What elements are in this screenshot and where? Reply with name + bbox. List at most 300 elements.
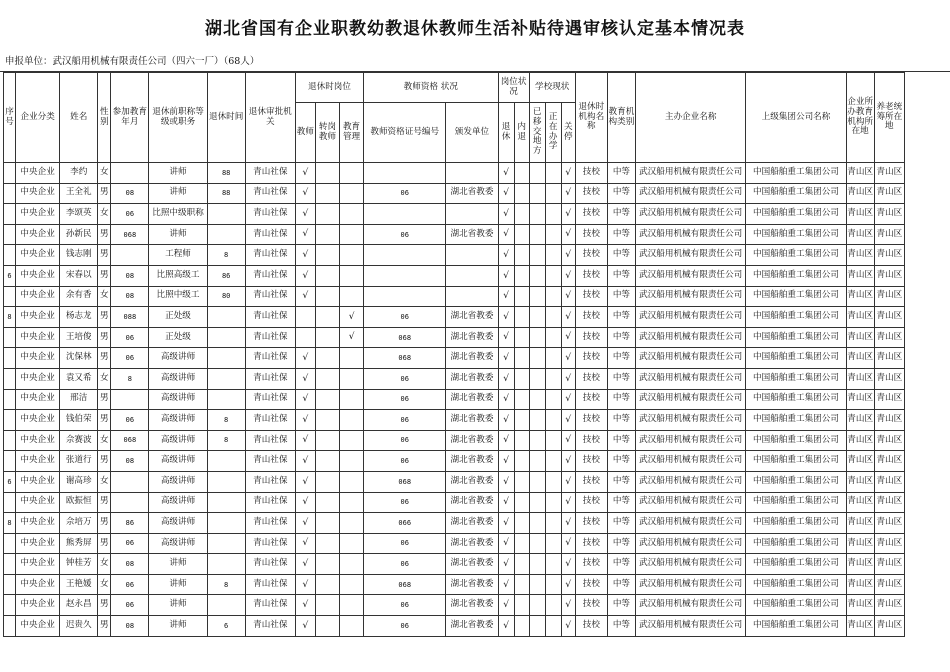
cell-enterprise-type: 中央企业 [16, 471, 60, 492]
col-group-qualification: 教师资格 状况 [364, 73, 498, 103]
cell-school-closed: √ [561, 389, 575, 410]
cell-post-mgmt [340, 163, 364, 184]
table-row [4, 327, 905, 348]
cell-inst-location: 青山区 [846, 224, 874, 245]
cell-join-date: 08 [111, 265, 149, 286]
cell-join-date [111, 492, 149, 513]
cell-post-mgmt: √ [340, 307, 364, 328]
cell-inst-type: 中等 [607, 265, 635, 286]
cell-host-company: 武汉船用机械有限责任公司 [635, 533, 745, 554]
cell-issuer [446, 286, 498, 307]
cell-post-transfer [315, 163, 339, 184]
cell-cert-number: 06 [364, 554, 446, 575]
cell-title-before: 比照中级工 [149, 286, 207, 307]
cell-inst-location: 青山区 [846, 327, 874, 348]
cell-host-company: 武汉船用机械有限责任公司 [635, 451, 745, 472]
cell-post-teacher [295, 327, 315, 348]
col-care-location: 养老统筹所在地 [874, 73, 904, 163]
cell-post-mgmt [340, 533, 364, 554]
col-status-internal: 内退 [514, 103, 529, 163]
cell-post-mgmt [340, 430, 364, 451]
cell-retire-time [207, 595, 245, 616]
cell-name: 王艳媛 [60, 574, 98, 595]
cell-status-internal [514, 348, 529, 369]
cell-retire-time: 8 [207, 410, 245, 431]
cell-enterprise-type: 中央企业 [16, 430, 60, 451]
cell-enterprise-type: 中央企业 [16, 533, 60, 554]
cell-issuer: 湖北省教委 [446, 183, 498, 204]
cell-seq [4, 224, 16, 245]
cell-name: 宋春以 [60, 265, 98, 286]
cell-title-before: 高级讲师 [149, 368, 207, 389]
cell-status-internal [514, 492, 529, 513]
cell-parent-group: 中国船舶重工集团公司 [746, 286, 846, 307]
cell-approve-org: 青山社保 [245, 451, 295, 472]
cell-inst-location: 青山区 [846, 368, 874, 389]
cell-school-closed: √ [561, 327, 575, 348]
cell-inst-location: 青山区 [846, 410, 874, 431]
cell-school-transferred [529, 410, 545, 431]
cell-care-location: 青山区 [874, 616, 904, 637]
cell-join-date: 068 [111, 224, 149, 245]
cell-care-location: 青山区 [874, 410, 904, 431]
cell-name: 赵永昌 [60, 595, 98, 616]
cell-join-date: 06 [111, 574, 149, 595]
cell-inst-type: 中等 [607, 554, 635, 575]
cell-join-date: 86 [111, 513, 149, 534]
cell-school-closed: √ [561, 492, 575, 513]
cell-post-teacher: √ [295, 348, 315, 369]
cell-join-date: 06 [111, 204, 149, 225]
cell-inst-type: 中等 [607, 471, 635, 492]
cell-name: 欧振恒 [60, 492, 98, 513]
cell-inst-name: 技校 [575, 513, 607, 534]
col-school-running: 正在办学 [545, 103, 561, 163]
cell-parent-group: 中国船舶重工集团公司 [746, 430, 846, 451]
cell-inst-name: 技校 [575, 595, 607, 616]
cell-retire-time: 8 [207, 430, 245, 451]
cell-name: 杨志龙 [60, 307, 98, 328]
cell-care-location: 青山区 [874, 368, 904, 389]
cell-retire-time [207, 513, 245, 534]
cell-name: 熊秀屏 [60, 533, 98, 554]
cell-title-before: 高级讲师 [149, 430, 207, 451]
cell-host-company: 武汉船用机械有限责任公司 [635, 163, 745, 184]
cell-school-transferred [529, 430, 545, 451]
cell-retire-time: 8 [207, 574, 245, 595]
cell-school-transferred [529, 348, 545, 369]
cell-care-location: 青山区 [874, 595, 904, 616]
cell-gender: 男 [98, 245, 111, 266]
cell-school-closed: √ [561, 286, 575, 307]
cell-name: 李约 [60, 163, 98, 184]
cell-seq [4, 410, 16, 431]
table-row [4, 348, 905, 369]
cell-post-teacher: √ [295, 451, 315, 472]
cell-school-running [545, 307, 561, 328]
cell-inst-type: 中等 [607, 163, 635, 184]
cell-cert-number: 06 [364, 595, 446, 616]
cell-post-teacher: √ [295, 245, 315, 266]
cell-join-date: 06 [111, 595, 149, 616]
cell-status-internal [514, 451, 529, 472]
cell-name: 佘赛波 [60, 430, 98, 451]
col-inst-type: 教育机构类别 [607, 73, 635, 163]
cell-inst-name: 技校 [575, 554, 607, 575]
cell-retire-time [207, 204, 245, 225]
cell-host-company: 武汉船用机械有限责任公司 [635, 513, 745, 534]
cell-school-closed: √ [561, 595, 575, 616]
cell-inst-name: 技校 [575, 224, 607, 245]
cell-school-running [545, 183, 561, 204]
cell-host-company: 武汉船用机械有限责任公司 [635, 492, 745, 513]
cell-post-teacher: √ [295, 265, 315, 286]
cell-post-transfer [315, 492, 339, 513]
cell-school-closed: √ [561, 471, 575, 492]
cell-post-transfer [315, 595, 339, 616]
cell-parent-group: 中国船舶重工集团公司 [746, 554, 846, 575]
cell-school-running [545, 327, 561, 348]
cell-inst-type: 中等 [607, 410, 635, 431]
cell-parent-group: 中国船舶重工集团公司 [746, 574, 846, 595]
cell-gender: 女 [98, 286, 111, 307]
cell-gender: 男 [98, 410, 111, 431]
cell-issuer: 湖北省教委 [446, 554, 498, 575]
cell-post-mgmt [340, 348, 364, 369]
cell-school-transferred [529, 471, 545, 492]
cell-inst-type: 中等 [607, 327, 635, 348]
cell-post-transfer [315, 471, 339, 492]
cell-cert-number [364, 204, 446, 225]
cell-status-retire: √ [498, 451, 514, 472]
cell-gender: 女 [98, 471, 111, 492]
cell-inst-name: 技校 [575, 265, 607, 286]
cell-care-location: 青山区 [874, 471, 904, 492]
cell-post-teacher: √ [295, 595, 315, 616]
cell-parent-group: 中国船舶重工集团公司 [746, 451, 846, 472]
cell-status-retire: √ [498, 204, 514, 225]
cell-parent-group: 中国船舶重工集团公司 [746, 368, 846, 389]
table-row [4, 492, 905, 513]
col-group-school: 学校现状 [529, 73, 575, 103]
table-row [4, 430, 905, 451]
cell-school-transferred [529, 307, 545, 328]
cell-school-transferred [529, 183, 545, 204]
cell-status-internal [514, 163, 529, 184]
cell-approve-org: 青山社保 [245, 492, 295, 513]
cell-join-date: 068 [111, 430, 149, 451]
cell-issuer: 湖北省教委 [446, 348, 498, 369]
cell-care-location: 青山区 [874, 430, 904, 451]
cell-status-retire: √ [498, 616, 514, 637]
cell-status-retire: √ [498, 574, 514, 595]
cell-status-retire: √ [498, 307, 514, 328]
cell-inst-name: 技校 [575, 533, 607, 554]
cell-issuer: 湖北省教委 [446, 430, 498, 451]
cell-seq [4, 595, 16, 616]
cell-inst-name: 技校 [575, 183, 607, 204]
cell-post-teacher: √ [295, 204, 315, 225]
cell-inst-name: 技校 [575, 574, 607, 595]
cell-issuer: 湖北省教委 [446, 410, 498, 431]
cell-approve-org: 青山社保 [245, 513, 295, 534]
cell-parent-group: 中国船舶重工集团公司 [746, 492, 846, 513]
cell-care-location: 青山区 [874, 451, 904, 472]
cell-post-transfer [315, 327, 339, 348]
cell-enterprise-type: 中央企业 [16, 163, 60, 184]
cell-inst-type: 中等 [607, 348, 635, 369]
cell-issuer: 湖北省教委 [446, 451, 498, 472]
cell-post-mgmt [340, 451, 364, 472]
cell-school-closed: √ [561, 410, 575, 431]
cell-inst-type: 中等 [607, 204, 635, 225]
cell-enterprise-type: 中央企业 [16, 265, 60, 286]
cell-inst-type: 中等 [607, 430, 635, 451]
cell-gender: 女 [98, 574, 111, 595]
cell-join-date [111, 389, 149, 410]
cell-gender: 男 [98, 183, 111, 204]
table-row [4, 204, 905, 225]
cell-school-transferred [529, 224, 545, 245]
cell-seq [4, 616, 16, 637]
cell-host-company: 武汉船用机械有限责任公司 [635, 286, 745, 307]
cell-enterprise-type: 中央企业 [16, 348, 60, 369]
cell-issuer: 湖北省教委 [446, 327, 498, 348]
cell-parent-group: 中国船舶重工集团公司 [746, 163, 846, 184]
cell-inst-name: 技校 [575, 327, 607, 348]
cell-join-date: 08 [111, 554, 149, 575]
table-header [4, 73, 905, 163]
cell-approve-org: 青山社保 [245, 307, 295, 328]
cell-retire-time [207, 492, 245, 513]
cell-post-transfer [315, 204, 339, 225]
cell-post-transfer [315, 265, 339, 286]
cell-gender: 男 [98, 327, 111, 348]
cell-join-date [111, 471, 149, 492]
cell-inst-name: 技校 [575, 286, 607, 307]
table-row [4, 368, 905, 389]
cell-seq [4, 327, 16, 348]
cell-school-transferred [529, 595, 545, 616]
cell-school-running [545, 204, 561, 225]
cell-issuer: 湖北省教委 [446, 616, 498, 637]
cell-issuer: 湖北省教委 [446, 389, 498, 410]
cell-parent-group: 中国船舶重工集团公司 [746, 307, 846, 328]
table-row [4, 307, 905, 328]
cell-inst-location: 青山区 [846, 451, 874, 472]
cell-status-retire: √ [498, 286, 514, 307]
cell-join-date: 06 [111, 348, 149, 369]
cell-retire-time: 88 [207, 183, 245, 204]
cell-enterprise-type: 中央企业 [16, 286, 60, 307]
cell-status-retire: √ [498, 224, 514, 245]
cell-school-transferred [529, 513, 545, 534]
col-inst-name: 退休时机构名称 [575, 73, 607, 163]
cell-school-running [545, 245, 561, 266]
cell-title-before: 讲师 [149, 574, 207, 595]
table-row [4, 163, 905, 184]
cell-approve-org: 青山社保 [245, 389, 295, 410]
cell-title-before: 高级讲师 [149, 410, 207, 431]
cell-join-date: 08 [111, 616, 149, 637]
cell-post-transfer [315, 554, 339, 575]
cell-approve-org: 青山社保 [245, 163, 295, 184]
cell-parent-group: 中国船舶重工集团公司 [746, 595, 846, 616]
cell-host-company: 武汉船用机械有限责任公司 [635, 595, 745, 616]
cell-care-location: 青山区 [874, 492, 904, 513]
cell-post-teacher: √ [295, 286, 315, 307]
cell-inst-location: 青山区 [846, 265, 874, 286]
cell-inst-type: 中等 [607, 513, 635, 534]
cell-enterprise-type: 中央企业 [16, 513, 60, 534]
cell-school-running [545, 286, 561, 307]
col-enterprise-type: 企业分类 [16, 73, 60, 163]
cell-seq: 8 [4, 307, 16, 328]
cell-school-closed: √ [561, 245, 575, 266]
cell-title-before: 高级讲师 [149, 471, 207, 492]
cell-school-running [545, 471, 561, 492]
cell-enterprise-type: 中央企业 [16, 204, 60, 225]
cell-care-location: 青山区 [874, 348, 904, 369]
cell-issuer: 湖北省教委 [446, 513, 498, 534]
cell-join-date: 08 [111, 286, 149, 307]
cell-post-teacher: √ [295, 616, 315, 637]
col-name: 姓名 [60, 73, 98, 163]
cell-inst-location: 青山区 [846, 574, 874, 595]
cell-gender: 男 [98, 451, 111, 472]
cell-status-retire: √ [498, 513, 514, 534]
cell-post-transfer [315, 286, 339, 307]
cell-seq [4, 492, 16, 513]
cell-status-internal [514, 533, 529, 554]
cell-host-company: 武汉船用机械有限责任公司 [635, 224, 745, 245]
cell-status-internal [514, 410, 529, 431]
cell-inst-type: 中等 [607, 616, 635, 637]
cell-approve-org: 青山社保 [245, 265, 295, 286]
cell-join-date [111, 245, 149, 266]
cell-name: 余有香 [60, 286, 98, 307]
cell-school-closed: √ [561, 451, 575, 472]
cell-school-running [545, 368, 561, 389]
cell-enterprise-type: 中央企业 [16, 616, 60, 637]
col-group-post: 退休时岗位 [295, 73, 363, 103]
cell-school-closed: √ [561, 224, 575, 245]
cell-parent-group: 中国船舶重工集团公司 [746, 183, 846, 204]
cell-post-transfer [315, 513, 339, 534]
cell-inst-location: 青山区 [846, 163, 874, 184]
cell-seq [4, 204, 16, 225]
cell-retire-time [207, 307, 245, 328]
cell-approve-org: 青山社保 [245, 327, 295, 348]
cell-inst-location: 青山区 [846, 554, 874, 575]
table-row [4, 616, 905, 637]
cell-status-internal [514, 286, 529, 307]
reporting-unit: 申报单位：武汉船用机械有限责任公司（四六一厂）（68人） [5, 56, 260, 67]
cell-enterprise-type: 中央企业 [16, 327, 60, 348]
cell-gender: 男 [98, 224, 111, 245]
cell-post-teacher [295, 307, 315, 328]
cell-post-mgmt [340, 574, 364, 595]
cell-issuer: 湖北省教委 [446, 492, 498, 513]
cell-inst-location: 青山区 [846, 595, 874, 616]
cell-title-before: 高级讲师 [149, 492, 207, 513]
cell-seq [4, 368, 16, 389]
cell-school-running [545, 163, 561, 184]
col-qual-issuer: 颁发单位 [446, 103, 498, 163]
cell-join-date: 088 [111, 307, 149, 328]
cell-inst-name: 技校 [575, 368, 607, 389]
cell-school-closed: √ [561, 204, 575, 225]
cell-post-transfer [315, 245, 339, 266]
cell-post-transfer [315, 183, 339, 204]
col-seq: 序号 [4, 73, 16, 163]
cell-cert-number [364, 286, 446, 307]
cell-gender: 女 [98, 204, 111, 225]
cell-retire-time [207, 533, 245, 554]
table-row [4, 265, 905, 286]
cell-host-company: 武汉船用机械有限责任公司 [635, 265, 745, 286]
col-school-closed: 关停 [561, 103, 575, 163]
col-status-retire: 退休 [498, 103, 514, 163]
cell-inst-type: 中等 [607, 286, 635, 307]
cell-name: 王全礼 [60, 183, 98, 204]
cell-gender: 男 [98, 265, 111, 286]
cell-gender: 女 [98, 554, 111, 575]
cell-school-transferred [529, 286, 545, 307]
cell-cert-number: 068 [364, 348, 446, 369]
cell-inst-name: 技校 [575, 616, 607, 637]
cell-status-retire: √ [498, 265, 514, 286]
cell-cert-number: 06 [364, 410, 446, 431]
cell-cert-number [364, 163, 446, 184]
cell-seq [4, 389, 16, 410]
cell-care-location: 青山区 [874, 265, 904, 286]
cell-name: 钱志刚 [60, 245, 98, 266]
cell-parent-group: 中国船舶重工集团公司 [746, 471, 846, 492]
cell-retire-time: 80 [207, 286, 245, 307]
cell-enterprise-type: 中央企业 [16, 451, 60, 472]
cell-inst-type: 中等 [607, 224, 635, 245]
cell-issuer: 湖北省教委 [446, 224, 498, 245]
cell-approve-org: 青山社保 [245, 554, 295, 575]
cell-cert-number: 068 [364, 471, 446, 492]
cell-name: 钟桂芳 [60, 554, 98, 575]
cell-enterprise-type: 中央企业 [16, 245, 60, 266]
cell-approve-org: 青山社保 [245, 471, 295, 492]
cell-cert-number: 068 [364, 574, 446, 595]
cell-retire-time [207, 368, 245, 389]
cell-school-transferred [529, 492, 545, 513]
cell-school-closed: √ [561, 533, 575, 554]
cell-gender: 男 [98, 348, 111, 369]
cell-school-running [545, 554, 561, 575]
cell-school-running [545, 410, 561, 431]
cell-title-before: 讲师 [149, 616, 207, 637]
cell-gender: 女 [98, 163, 111, 184]
retiree-table [3, 72, 905, 637]
cell-name: 佘培万 [60, 513, 98, 534]
cell-host-company: 武汉船用机械有限责任公司 [635, 368, 745, 389]
cell-host-company: 武汉船用机械有限责任公司 [635, 554, 745, 575]
cell-school-closed: √ [561, 183, 575, 204]
cell-seq [4, 348, 16, 369]
cell-inst-location: 青山区 [846, 471, 874, 492]
cell-care-location: 青山区 [874, 163, 904, 184]
cell-retire-time: 88 [207, 163, 245, 184]
cell-post-mgmt [340, 265, 364, 286]
col-parent-group: 上级集团公司名称 [746, 73, 846, 163]
cell-seq [4, 533, 16, 554]
